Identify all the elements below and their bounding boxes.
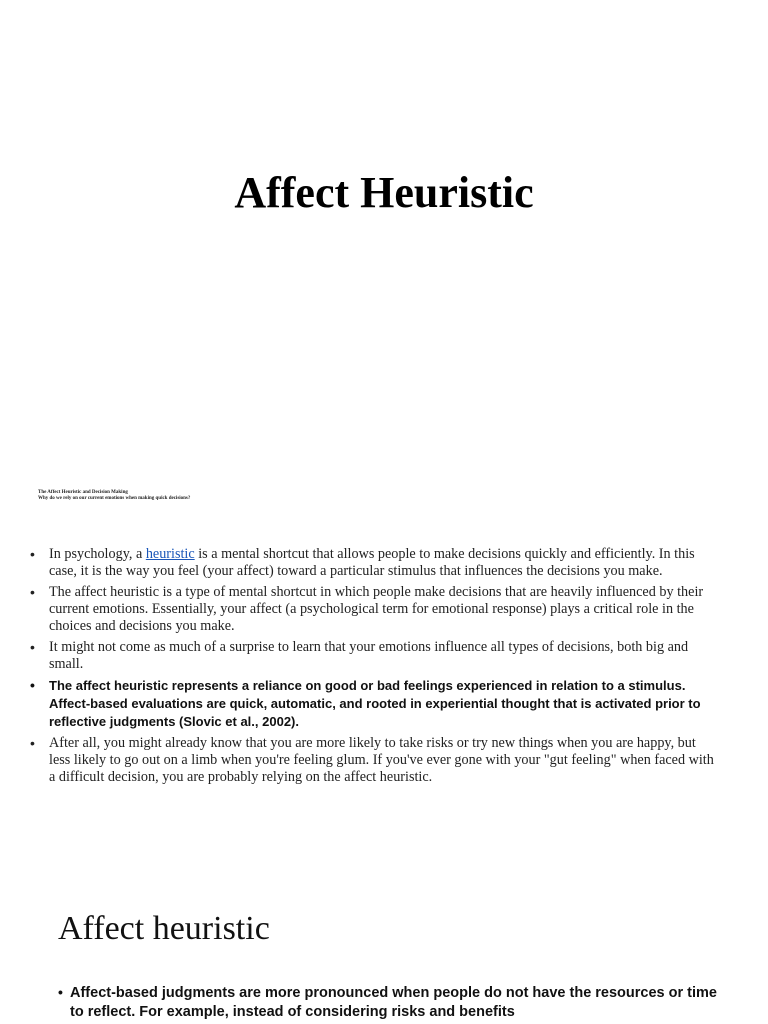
bullet-item-1: [30, 546, 720, 580]
slide-title: [0, 0, 768, 470]
bullet-marker: •: [30, 639, 35, 655]
slide-small-heading: [38, 490, 438, 502]
bullet-1-text-end: is a mental shortcut that allows people to make decisions quickly and efficiently. In this case, it is the way you feel (your affect) toward a particular stimulus that influences the decisions you make.: [49, 546, 695, 579]
bullet-list: [30, 546, 720, 790]
heuristic-link[interactable]: heuristic: [145, 546, 195, 562]
slide-affect-heuristic: [0, 850, 768, 1024]
bullet-2-text: The affect heuristic is a type of mental shortcut in which people make decisions that are heavily influenced by their current emotions. Essentially, your affect (a psychological term for emotional response) plays a critical role in the choices and decisions you make.: [49, 584, 704, 634]
bullet-marker: •: [30, 584, 35, 600]
section-title: Affect heuristic: [58, 910, 270, 947]
bullet-1-text-start: In psychology, a: [49, 546, 146, 562]
slide-content: [0, 470, 768, 850]
bullet-marker: •: [30, 677, 35, 693]
bullet-5-text: After all, you might already know that you are more likely to take risks or try new things when you are happy, but less likely to go out on a limb when you're feeling glum. If you've ever gone with your "gut feeling" when faced with a difficult decision, you are probably relying on the affect heuristic.: [49, 735, 714, 785]
bullet-item-4: [30, 677, 720, 731]
bullet-4-text: The affect heuristic represents a reliance on good or bad feelings experienced in relation to a stimulus. Affect-based evaluations are quick, automatic, and rooted in experiential thought that is activated prior to reflective judgments (Slovic et al., 2002).: [49, 678, 701, 729]
slide-3-bullet-1-text: Affect-based judgments are more pronounced when people do not have the resources or time to reflect. For example, instead of considering risks and benefits: [70, 985, 717, 1020]
bullet-marker: •: [58, 984, 63, 1000]
bullet-marker: •: [30, 735, 35, 751]
bullet-item-5: [30, 735, 720, 786]
bullet-item-slide-3-1: [58, 984, 718, 1022]
bullet-list-slide-3: [58, 984, 718, 1024]
bullet-marker: •: [30, 546, 35, 562]
bullet-3-text: It might not come as much of a surprise to learn that your emotions influence all types of decisions, both big and small.: [49, 639, 689, 672]
small-heading-line-1: The Affect Heuristic and Decision Making: [38, 490, 128, 495]
small-heading-line-2: Why do we rely on our current emotions when making quick decisions?: [38, 496, 191, 501]
bullet-item-2: [30, 584, 720, 635]
bullet-item-3: [30, 639, 720, 673]
slide-title-heading: Affect Heuristic: [234, 168, 534, 217]
